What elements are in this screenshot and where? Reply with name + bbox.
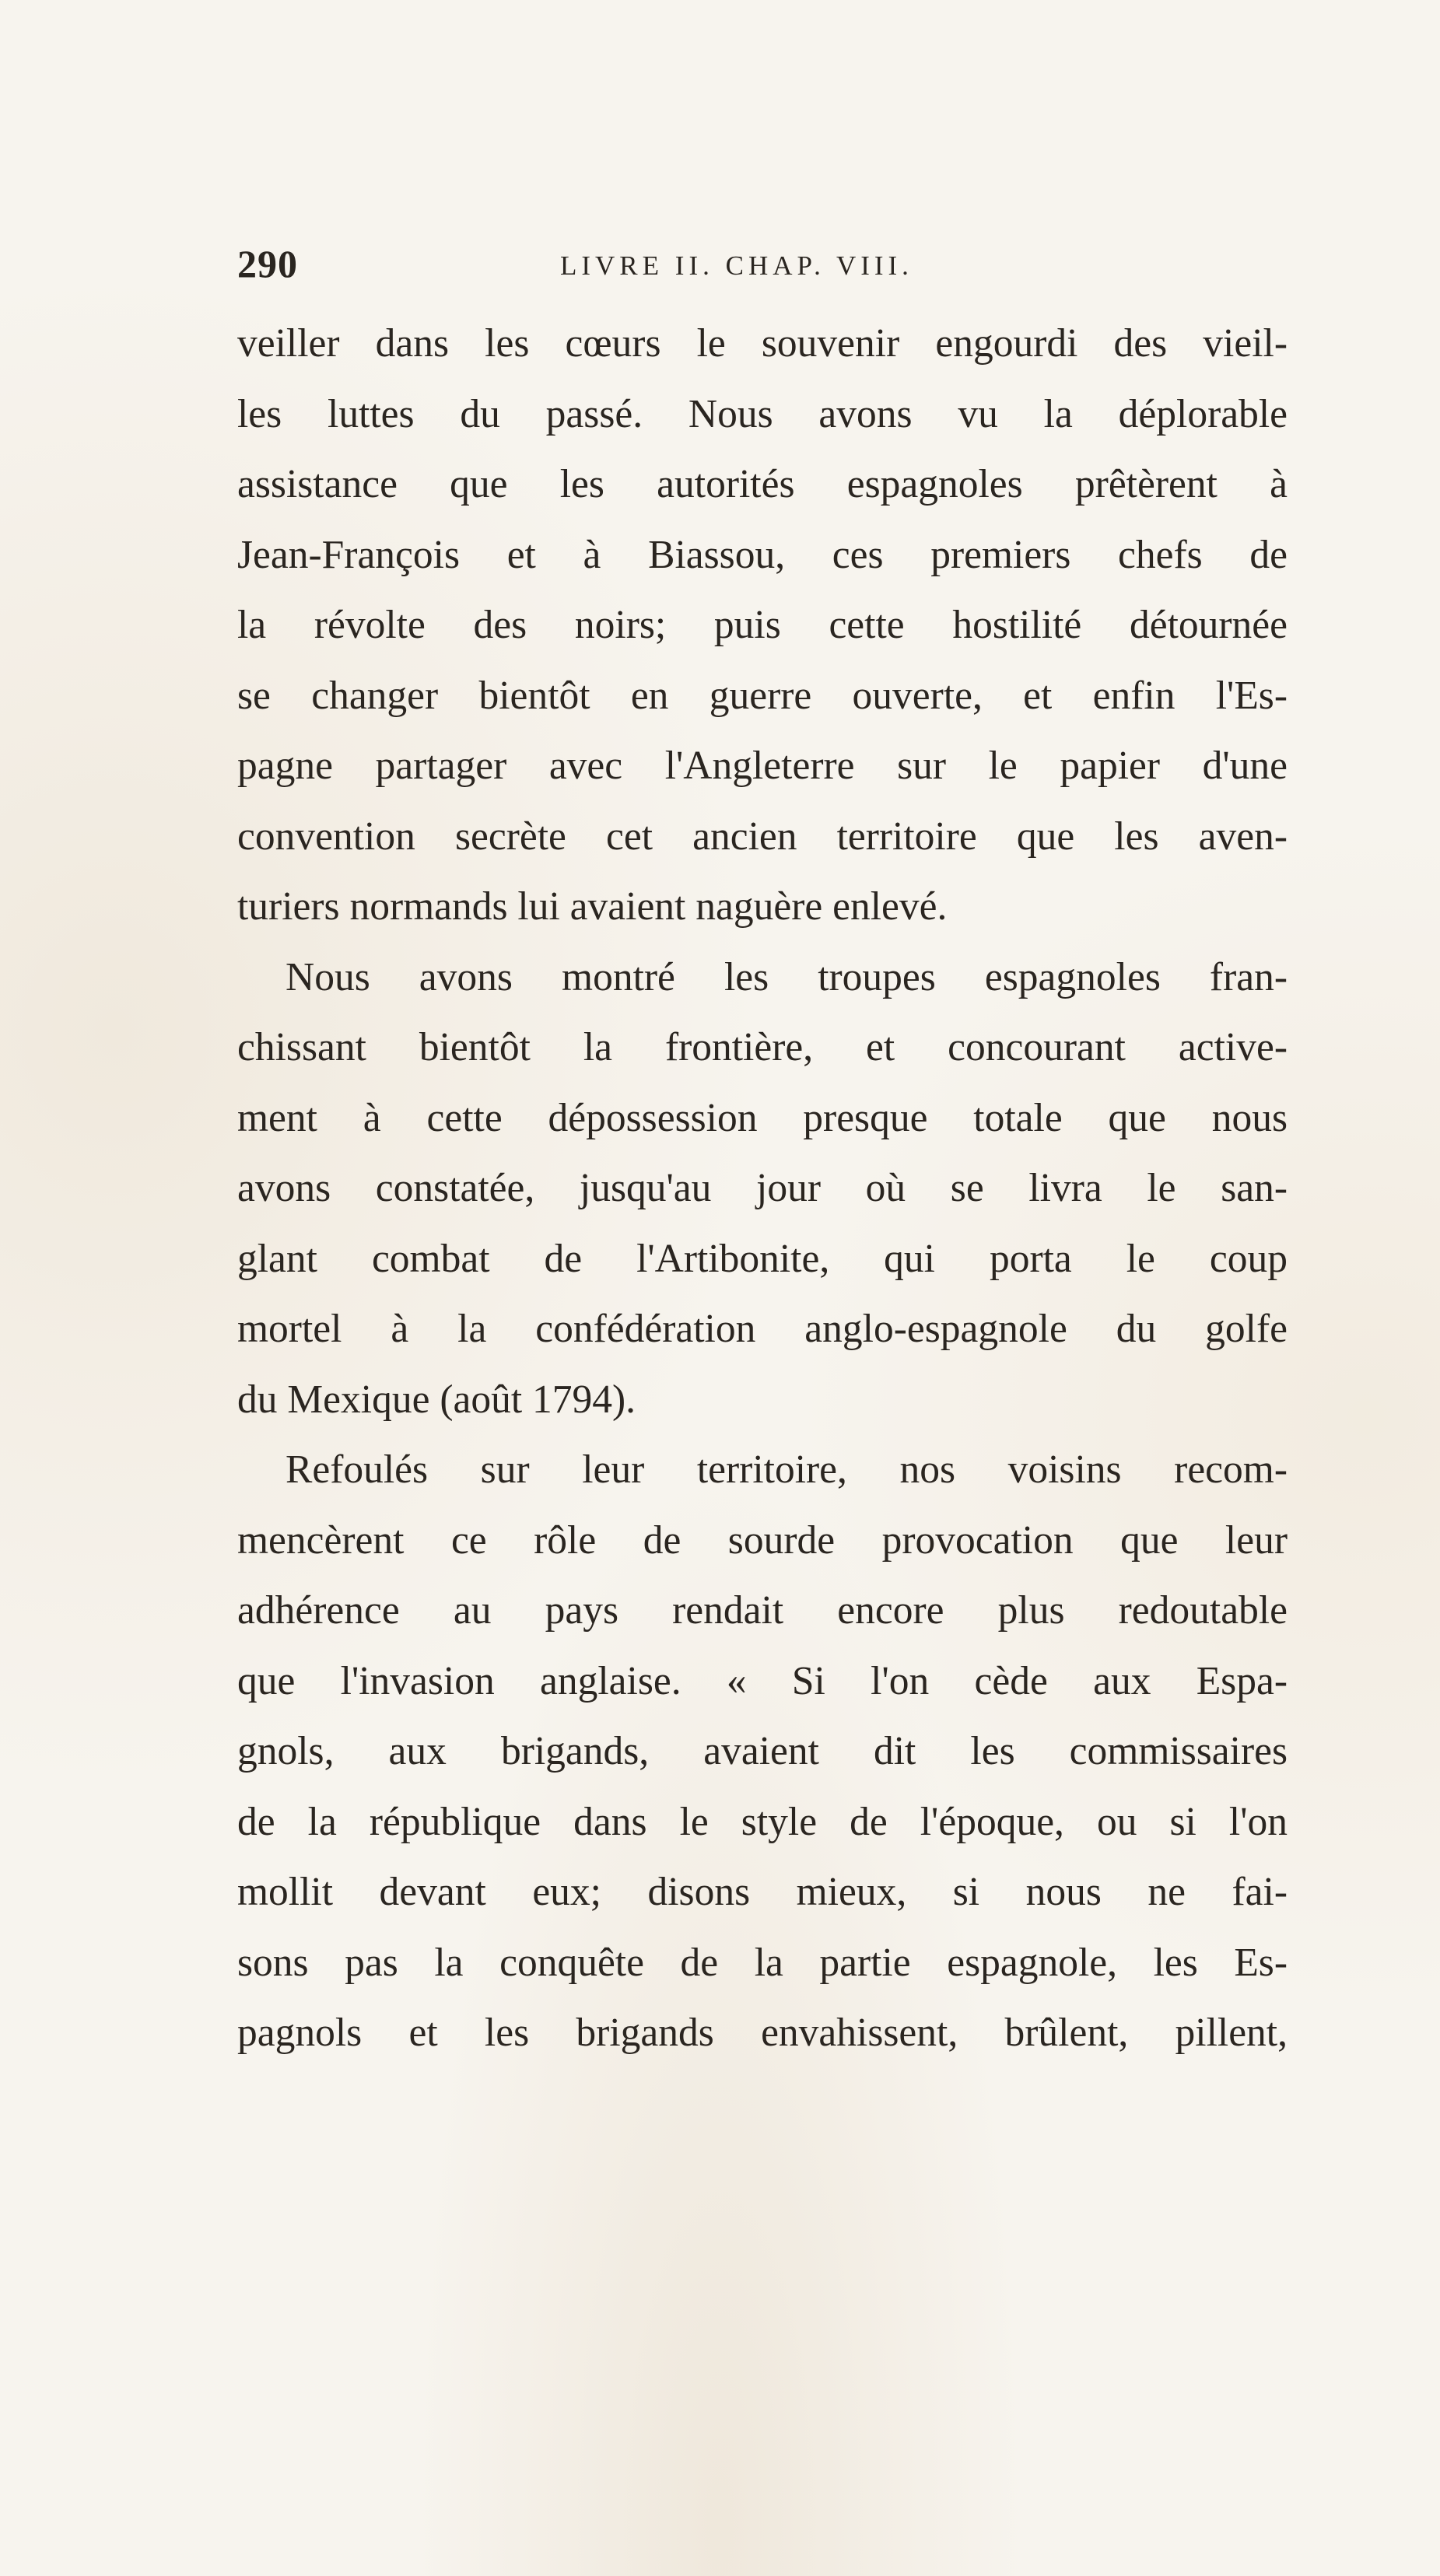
text-line: Refoulés sur leur territoire, nos voisins recom-: [286, 1447, 1288, 1492]
text-line: mencèrent ce rôle de sourde provocation que leur: [237, 1517, 1288, 1563]
page-header: [237, 241, 1288, 296]
text-line: mollit devant eux; disons mieux, si nous ne fai-: [237, 1870, 1288, 1914]
text-line: veiller dans les cœurs le souvenir engourdi des vieil-: [237, 321, 1288, 366]
text-line: convention secrète cet ancien territoire que les aven-: [237, 814, 1288, 859]
running-title: LIVRE II. CHAP. VIII.: [560, 250, 913, 281]
text-line: avons constatée, jusqu'au jour où se livra le san-: [237, 1166, 1288, 1210]
text-line: mortel à la confédération anglo-espagnole du golfe: [237, 1307, 1288, 1351]
text-line: ment à cette dépossession presque totale que nous: [237, 1095, 1288, 1140]
text-line: assistance que les autorités espagnoles prêtèrent à: [237, 462, 1288, 506]
text-line: de la république dans le style de l'époque, ou si l'on: [237, 1799, 1288, 1844]
page-number: 290: [237, 242, 298, 285]
text-line: Nous avons montré les troupes espagnoles fran-: [286, 954, 1288, 999]
text-line: pagnols et les brigands envahissent, brûlent, pillent,: [237, 2011, 1288, 2055]
text-line: que l'invasion anglaise. « Si l'on cède aux Espa-: [237, 1658, 1288, 1703]
text-line: adhérence au pays rendait encore plus redoutable: [237, 1588, 1288, 1633]
text-line: sons pas la conquête de la partie espagnole, les Es-: [237, 1940, 1288, 1985]
text-line: pagne partager avec l'Angleterre sur le papier d'une: [237, 744, 1288, 788]
text-line: Jean-François et à Biassou, ces premiers chefs de: [237, 532, 1288, 577]
text-line: les luttes du passé. Nous avons vu la déplorable: [237, 391, 1288, 436]
text-line: chissant bientôt la frontière, et concourant active-: [237, 1025, 1288, 1069]
text-line: du Mexique (août 1794).: [237, 1377, 636, 1422]
text-line: gnols, aux brigands, avaient dit les commissaires: [237, 1729, 1288, 1773]
text-line: la révolte des noirs; puis cette hostilité détournée: [237, 603, 1288, 647]
text-line: glant combat de l'Artibonite, qui porta le coup: [237, 1236, 1288, 1281]
text-line: se changer bientôt en guerre ouverte, et enfin l'Es-: [237, 673, 1288, 718]
body-text: [237, 309, 1288, 2069]
text-line: turiers normands lui avaient naguère enlevé.: [237, 884, 948, 929]
